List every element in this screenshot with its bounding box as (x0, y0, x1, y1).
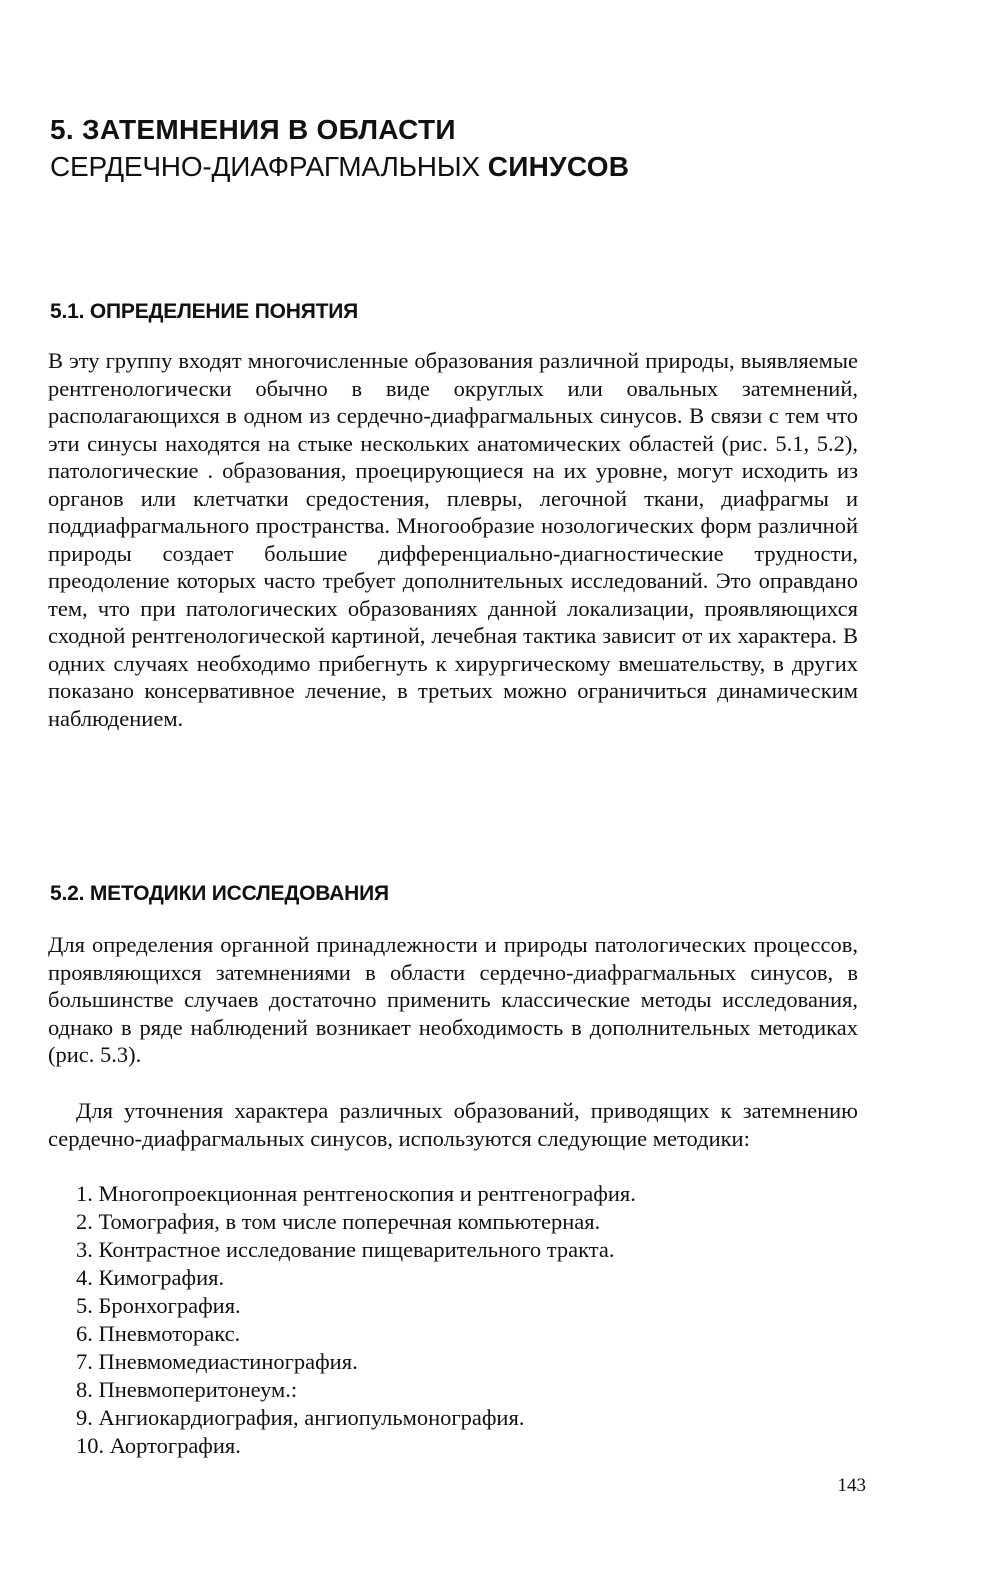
list-item: 10. Аортография. (76, 1433, 241, 1458)
list-item: 5. Бронхография. (76, 1293, 241, 1318)
list-item: 3. Контрастное исследование пищеварительного тракта. (76, 1237, 615, 1262)
section-paragraph-definition: В эту группу входят многочисленные образования различной природы, выявляемые рентгенологически обычно в виде округлых или овальных затемнений, располагающихся в одном из сердечно-диафрагмальных синусов. В связи с тем что эти синусы находятся на стыке нескольких анатомических областей (рис. 5.1, 5.2), патологические . образования, проецирующиеся на их уровне, могут исходить из органов или клетчатки средостения, плевры, легочной ткани, диафрагмы и поддиафрагмального пространства. Многообразие нозологических форм различной природы создает большие дифференциально-диагностические трудности, преодоление которых часто требует дополнительных исследований. Это оправдано тем, что при патологических образованиях данной локализации, проявляющихся сходной рентгенологической картиной, лечебная тактика зависит от их характера. В одних случаях необходимо прибегнуть к хирургическому вмешательству, в других показано консервативное лечение, в третьих можно ограничиться динамическим наблюдением. (48, 348, 858, 731)
page-number: 143 (837, 1475, 866, 1496)
list-item: 2. Томография, в том числе поперечная компьютерная. (76, 1209, 601, 1234)
section-title-definition: 5.1. ОПРЕДЕЛЕНИЕ ПОНЯТИЯ (50, 300, 359, 323)
list-item: 6. Пневмоторакс. (76, 1321, 241, 1346)
chapter-title-line1: 5. ЗАТЕМНЕНИЯ В ОБЛАСТИ (50, 114, 456, 145)
chapter-title-line2-bold: СИНУСОВ (487, 151, 630, 182)
list-item: 7. Пневмомедиастинография. (76, 1349, 358, 1374)
chapter-title (50, 112, 950, 186)
section-paragraph-methods-intro: Для определения органной принадлежности и природы патологических процессов, проявляющихся затемнениями в области сердечно-диафрагмальных синусов, в большинстве случаев достаточно применить классические методы исследования, однако в ряде наблюдений возникает необходимость в дополнительных методиках (рис. 5.3). (48, 932, 858, 1067)
section-title-methods: 5.2. МЕТОДИКИ ИССЛЕДОВАНИЯ (50, 882, 389, 905)
list-item: 8. Пневмоперитонеум.: (76, 1377, 298, 1402)
methods-list (76, 1180, 876, 1460)
chapter-title-line2 (50, 148, 950, 186)
list-item: 9. Ангиокардиография, ангиопульмонография. (76, 1405, 525, 1430)
list-item: 1. Многопроекционная рентгеноскопия и рентгенография. (76, 1181, 636, 1206)
list-item: 4. Кимография. (76, 1265, 225, 1290)
section-paragraph-methods-lead: Для уточнения характера различных образований, приводящих к затемнению сердечно-диафрагмальных синусов, используются следующие методики: (48, 1098, 858, 1151)
chapter-title-line2-light: СЕРДЕЧНО-ДИАФРАГМАЛЬНЫХ (50, 151, 480, 182)
